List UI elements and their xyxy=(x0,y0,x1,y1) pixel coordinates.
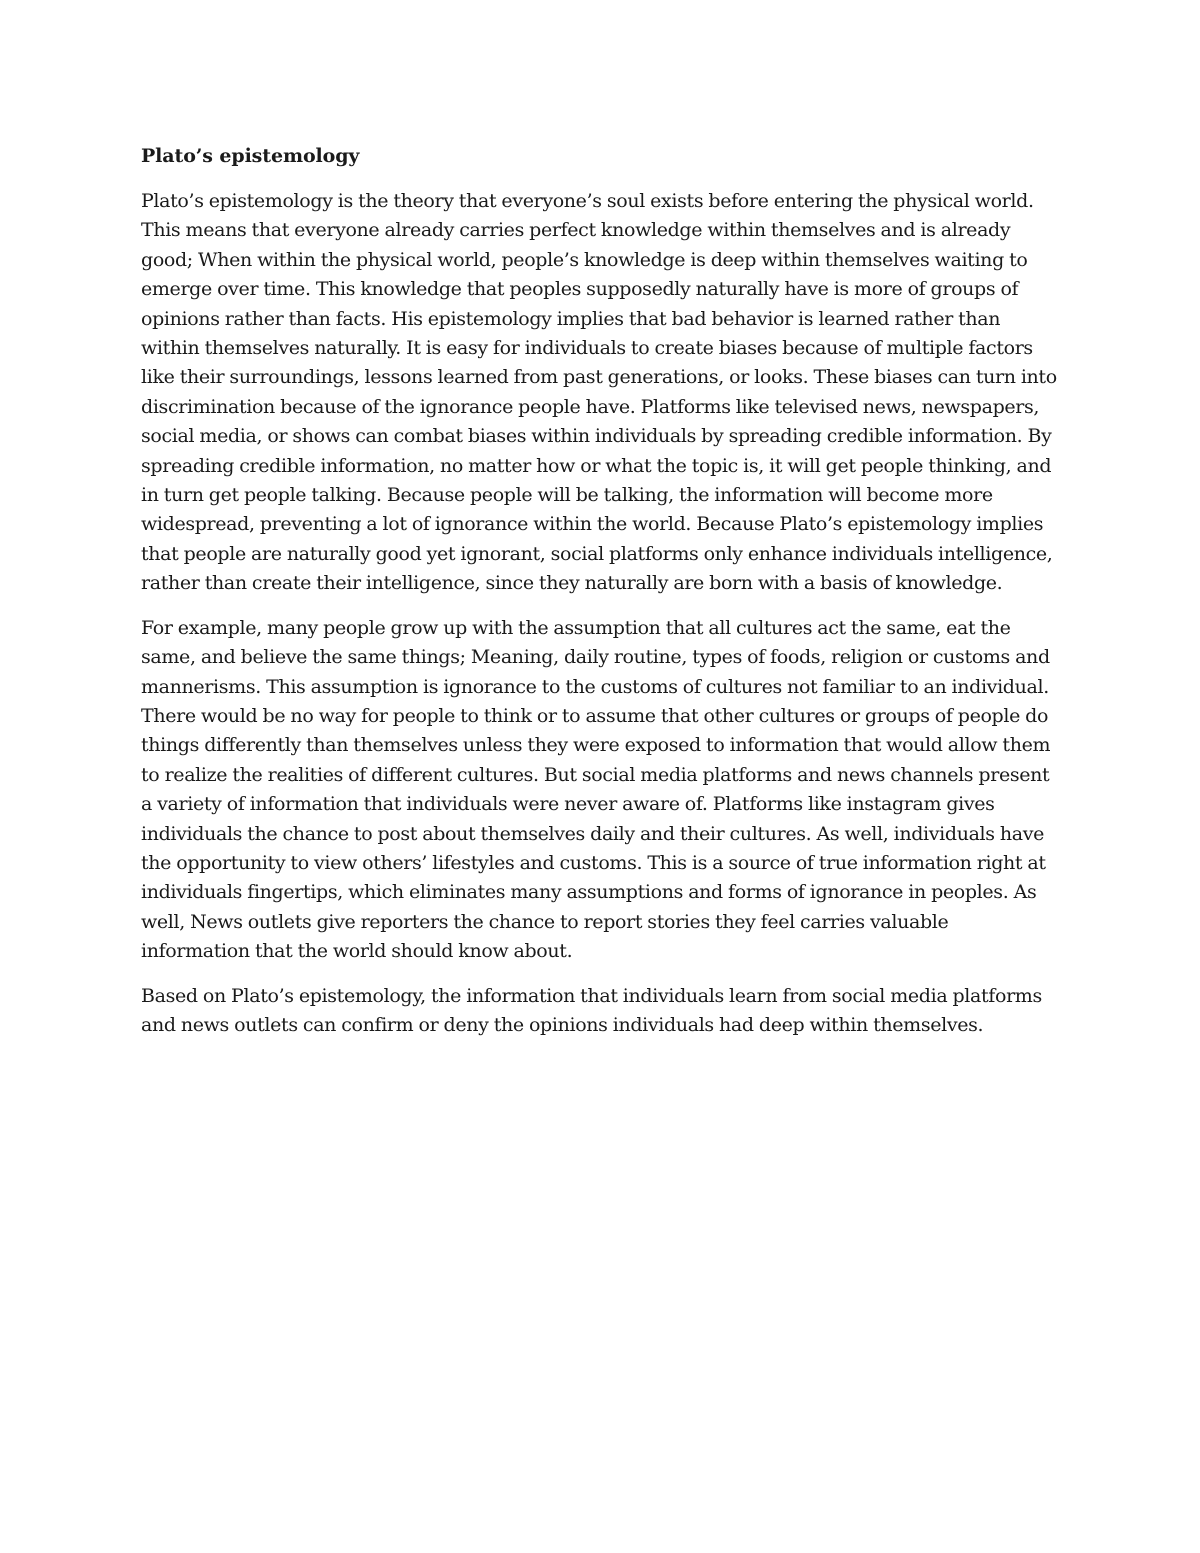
paragraph-3: Based on Plato’s epistemology, the information that individuals learn from social media platforms and news outlets can confirm or deny the opinions individuals had deep within themselves. xyxy=(141,984,1042,1036)
paragraph-1: Plato’s epistemology is the theory that everyone’s soul exists before entering the physical world. This means that everyone already carries perfect knowledge within themselves and is already good; When within the physical world, people’s knowledge is deep within themselves waiting to emerge over time. This knowledge that peoples supposedly naturally have is more of groups of opinions rather than facts. His epistemology implies that bad behavior is learned rather than within themselves naturally. It is easy for individuals to create biases because of multiple factors like their surroundings, lessons learned from past generations, or looks. These biases can turn into discrimination because of the ignorance people have. Platforms like televised news, newspapers, social media, or shows can combat biases within individuals by spreading credible information. By spreading credible information, no matter how or what the topic is, it will get people thinking, and in turn get people talking. Because people will be talking, the information will become more widespread, preventing a lot of ignorance within the world. Because Plato’s epistemology implies that people are naturally good yet ignorant, social platforms only enhance individuals intelligence, rather than create their intelligence, since they naturally are born with a basis of knowledge. xyxy=(141,190,1057,595)
document-title: Plato’s epistemology xyxy=(141,145,360,167)
document-body xyxy=(141,140,1061,1055)
paragraph-2: For example, many people grow up with the assumption that all cultures act the same, eat the same, and believe the same things; Meaning, daily routine, types of foods, religion or customs and mannerisms. This assumption is ignorance to the customs of cultures not familiar to an individual. There would be no way for people to think or to assume that other cultures or groups of people do things differently than themselves unless they were exposed to information that would allow them to realize the realities of different cultures. But social media platforms and news channels present a variety of information that individuals were never aware of. Platforms like instagram gives individuals the chance to post about themselves daily and their cultures. As well, individuals have the opportunity to view others’ lifestyles and customs. This is a source of true information right at individuals fingertips, which eliminates many assumptions and forms of ignorance in peoples. As well, News outlets give reporters the chance to report stories they feel carries valuable information that the world should know about. xyxy=(141,616,1051,963)
